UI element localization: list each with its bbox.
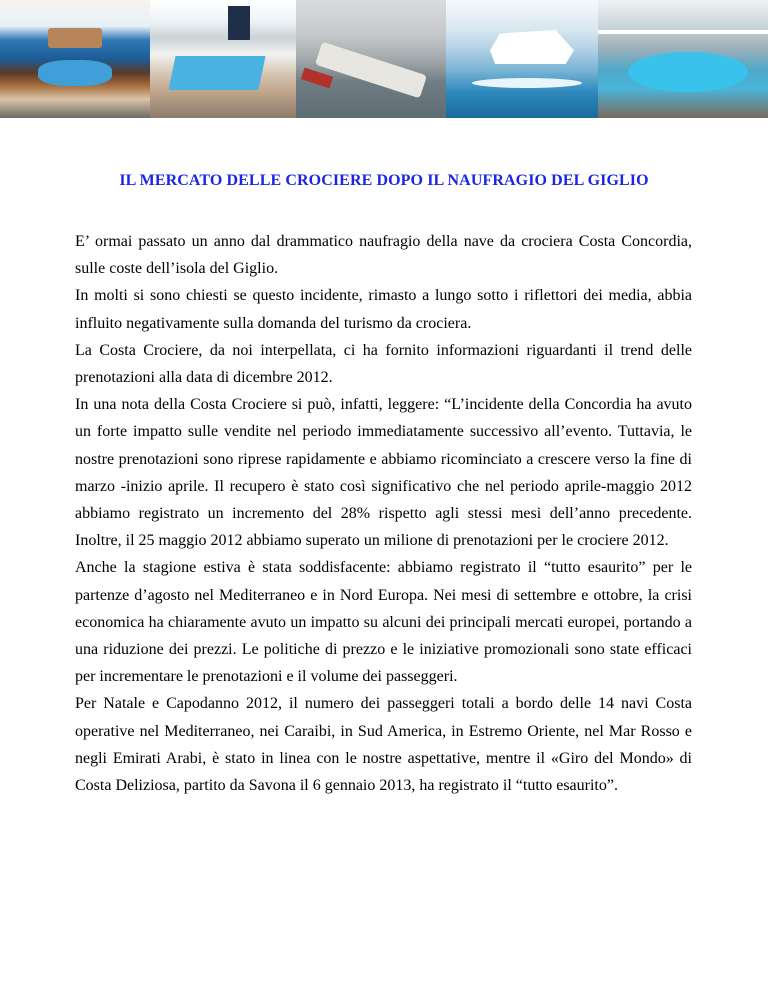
paragraph: Per Natale e Capodanno 2012, il numero dei passeggeri totali a bordo delle 14 navi Costa operative nel Mediterraneo, nei Caraibi, in Sud America, in Estremo Oriente, nel Mar Rosso e negli Emirati Arabi, è stato in linea con le nostre aspettative, mentre il «Giro del Mondo» di Costa Deliziosa, partito da Savona il 6 gennaio 2013, ha registrato il “tutto esaurito”. [75, 695, 692, 795]
article-body [75, 228, 692, 799]
paragraph: In una nota della Costa Crociere si può, infatti, leggere: “L’incidente della Concordia ha avuto un forte impatto sulle vendite nel periodo immediatamente successivo all’evento. Tuttavia, le nostre prenotazioni sono riprese rapidamente e abbiamo ricominciato a crescere verso la fine di marzo -inizio aprile. Il recupero è stato così significativo che nel periodo aprile-maggio 2012 abbiamo registrato un incremento del 28% rispetto agli stessi mesi dell’anno precedente. Inoltre, il 25 maggio 2012 abbiamo superato un milione di prenotazioni per le crociere 2012. [75, 396, 692, 550]
header-photo-banner [0, 0, 768, 118]
paragraph: Anche la stagione estiva è stata soddisfacente: abbiamo registrato il “tutto esaurito” per le partenze d’agosto nel Mediterraneo e in Nord Europa. Nei mesi di settembre e ottobre, la crisi economica ha chiaramente avuto un impatto su alcuni dei principali mercati europei, portando a una riduzione dei prezzi. Le politiche di prezzo e le iniziative promozionali sono state efficaci per incrementare le prenotazioni e il volume dei passeggeri. [75, 559, 692, 686]
ship-pool-deck-photo [0, 0, 150, 118]
guests-in-pool-photo [598, 0, 768, 118]
wake-shape [472, 78, 582, 88]
deck-shape [48, 28, 102, 48]
pool-shape [38, 60, 112, 86]
paragraph: In molti si sono chiesti se questo incidente, rimasto a lungo sotto i riflettori dei media, abbia influito negativamente sulla domanda del turismo da crociera. [75, 287, 692, 332]
paragraph: La Costa Crociere, da noi interpellata, ci ha fornito informazioni riguardanti il trend delle prenotazioni alla data di dicembre 2012. [75, 341, 692, 387]
lido-pool-photo [150, 0, 296, 118]
article-title: IL MERCATO DELLE CROCIERE DOPO IL NAUFRAGIO DEL GIGLIO [119, 172, 649, 189]
ship-shape [490, 30, 574, 64]
costa-concordia-wreck-photo [296, 0, 446, 118]
pool-shape [168, 56, 265, 90]
pool-shape [628, 52, 748, 92]
cruise-ship-at-sea-photo [446, 0, 598, 118]
rail-shape [598, 30, 768, 34]
funnel-shape [228, 6, 250, 40]
capsized-ship-shape [315, 42, 427, 99]
paragraph: E’ ormai passato un anno dal drammatico naufragio della nave da crociera Costa Concordia, sulle coste dell’isola del Giglio. [75, 233, 692, 278]
hull-shape [301, 68, 333, 89]
